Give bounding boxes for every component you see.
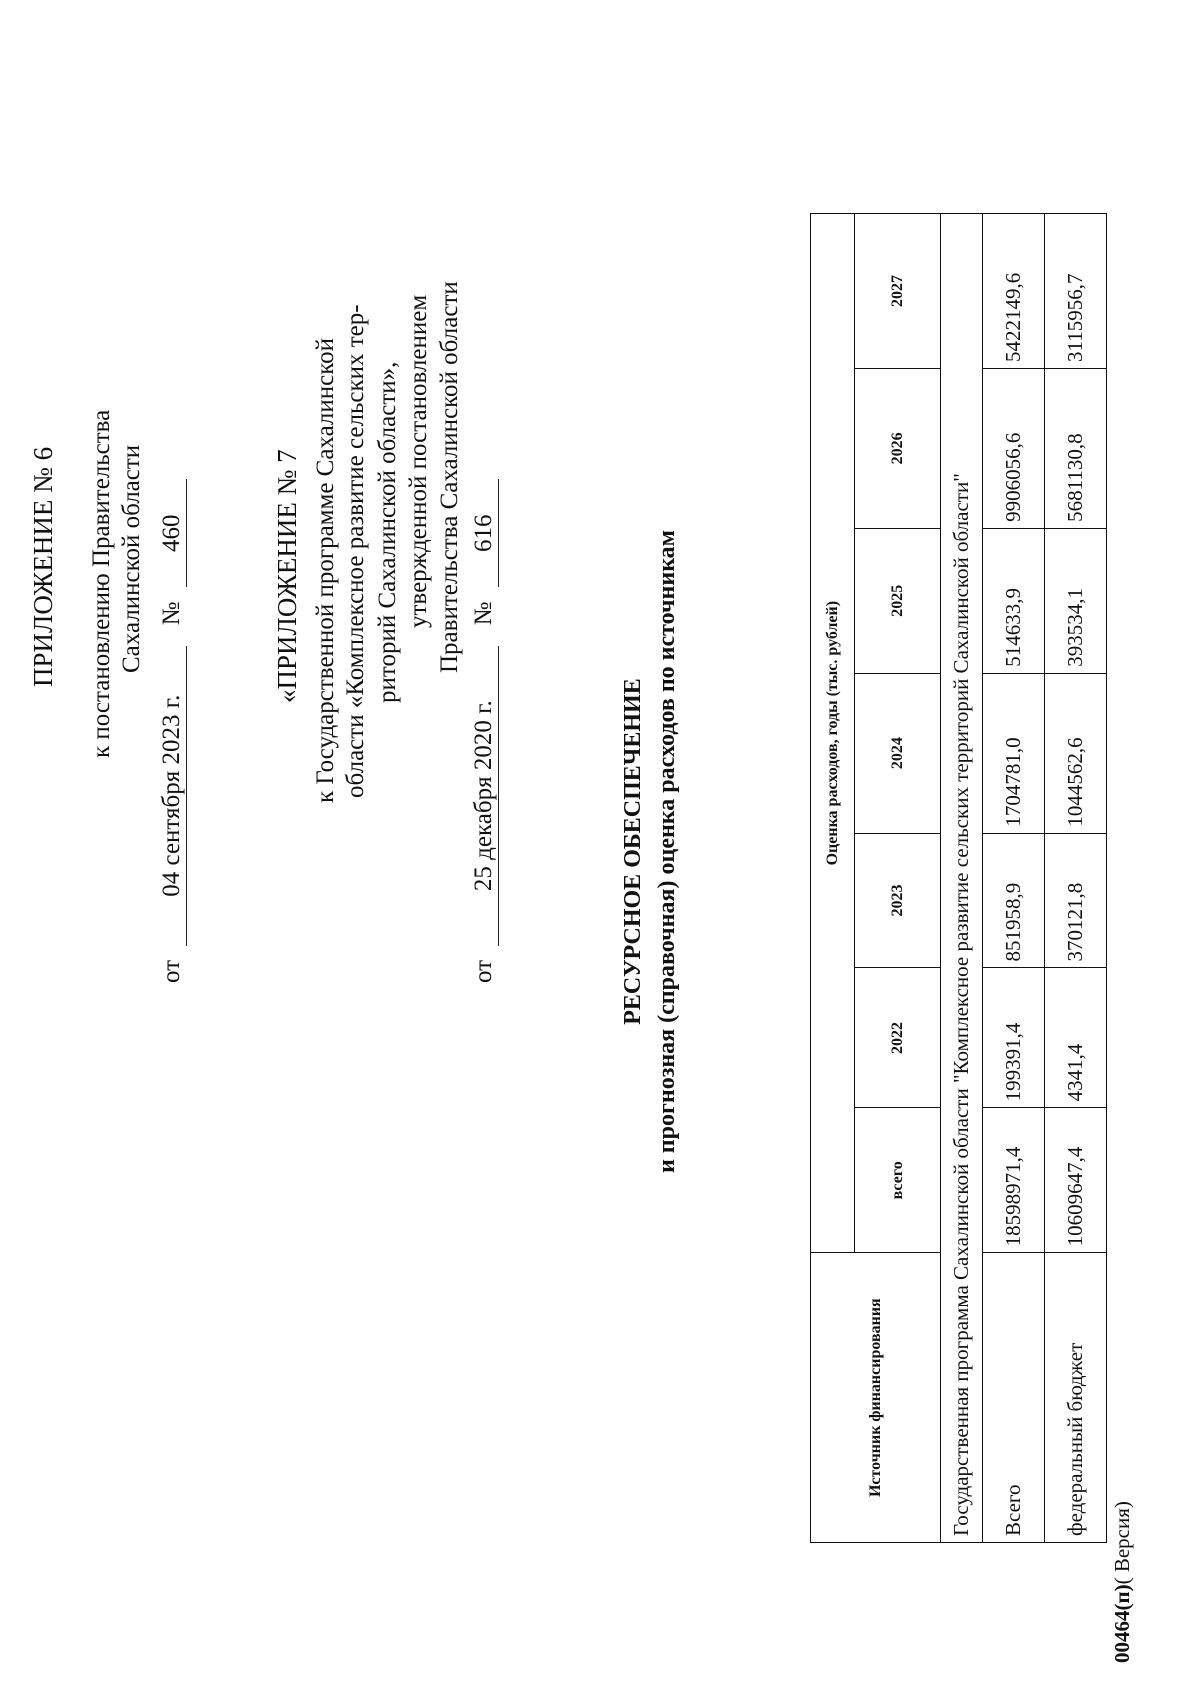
table-cell: 199391,4 — [983, 968, 1045, 1108]
estimate-group-header: Оценка расходов, годы (тыс. рублей) — [811, 214, 855, 1253]
appendix-7-line1: к Государственной программе Сахалинской — [312, 337, 339, 803]
table-cell: 18598971,4 — [983, 1108, 1045, 1253]
program-row-label: Государственная программа Сахалинской области "Комплексное развитие сельских территорий Сахалинской области" — [941, 214, 983, 1543]
resource-table — [810, 213, 1107, 1543]
table-cell: 393534,1 — [1045, 528, 1107, 673]
appendix-6-number: 460 — [158, 479, 187, 587]
year-header: 2023 — [855, 833, 941, 968]
year-header: всего — [855, 1108, 941, 1253]
appendix-6-number-label: № — [158, 601, 185, 626]
year-header: 2025 — [855, 528, 941, 673]
appendix-7-date-line — [470, 479, 499, 983]
table-cell: 851958,9 — [983, 833, 1045, 968]
year-header: 2022 — [855, 968, 941, 1108]
appendix-7-line3: риторий Сахалинской области», — [374, 361, 401, 703]
table-cell: 1704781,0 — [983, 673, 1045, 833]
table-cell: 10609647,4 — [1045, 1108, 1107, 1253]
table-cell: 9906056,6 — [983, 368, 1045, 528]
appendix-7-line5: Правительства Сахалинской области — [436, 281, 463, 673]
document-heading-line2: и прогнозная (справочная) оценка расходов по источникам — [654, 529, 680, 1174]
year-header: 2024 — [855, 673, 941, 833]
table-row — [1045, 214, 1107, 1543]
year-header: 2026 — [855, 368, 941, 528]
appendix-6-line2: Сахалинской области — [118, 444, 145, 673]
table-row — [983, 214, 1045, 1543]
appendix-7-date: 25 декабря 2020 г. — [470, 646, 499, 946]
table-cell: 514633,9 — [983, 528, 1045, 673]
table-cell: 370121,8 — [1045, 833, 1107, 968]
appendix-6-line1: к постановлению Правительства — [88, 409, 115, 758]
appendix-6-date: 04 сентября 2023 г. — [158, 646, 187, 946]
document-code: 00464(п) — [1110, 1584, 1134, 1663]
document-version: ( Версия) — [1110, 1501, 1134, 1585]
appendix-7-line2: области «Комплексное развитие сельских тер- — [342, 304, 369, 798]
appendix-6-title: ПРИЛОЖЕНИЕ № 6 — [28, 446, 58, 687]
table-cell: 5681130,8 — [1045, 368, 1107, 528]
table-cell: 3115956,7 — [1045, 214, 1107, 369]
row-label: федеральный бюджет — [1045, 1253, 1107, 1543]
table-header-row — [811, 214, 855, 1543]
table-cell: 4341,4 — [1045, 968, 1107, 1108]
row-label: Всего — [983, 1253, 1045, 1543]
year-header: 2027 — [855, 214, 941, 369]
appendix-7-from-label: от — [470, 959, 497, 983]
table-cell: 1044562,6 — [1045, 673, 1107, 833]
appendix-6-from-label: от — [158, 959, 185, 983]
appendix-6-date-line — [158, 479, 187, 983]
source-column-header: Источник финансирования — [811, 1253, 941, 1543]
program-row — [941, 214, 983, 1543]
appendix-7-number: 616 — [470, 479, 499, 587]
table-cell: 5422149,6 — [983, 214, 1045, 369]
document-footer — [1110, 1501, 1135, 1663]
document-heading-line1: РЕСУРСНОЕ ОБЕСПЕЧЕНИЕ — [620, 678, 646, 1025]
appendix-7-line4: утвержденной постановлением — [405, 294, 432, 628]
appendix-7-title: «ПРИЛОЖЕНИЕ № 7 — [272, 449, 302, 703]
appendix-7-number-label: № — [470, 601, 497, 626]
